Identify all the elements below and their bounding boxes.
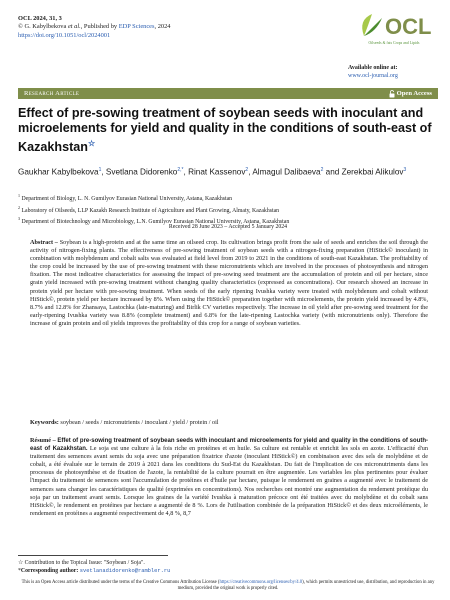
ocl-logo (352, 10, 436, 45)
affiliation-text: Department of Biology, L. N. Gumilyov Eurasian National University, Astana, Kazakhstan (20, 195, 233, 202)
author-affiliation-sup[interactable]: 2 (320, 167, 324, 173)
topical-issue-footnote: ☆ Contribution to the Topical Issue: "Soybean / Soja". (18, 560, 145, 566)
affiliations (18, 192, 438, 227)
keywords-label: Keywords: (30, 419, 59, 426)
logo-caption: Oilseeds & fats Crops and Lipids (368, 41, 420, 45)
affiliation-number: 1 (18, 193, 20, 198)
title-footnote-star[interactable]: ☆ (88, 139, 96, 149)
affiliation-number: 2 (18, 204, 20, 210)
author-name: Rinat Kassenov (188, 167, 246, 177)
resume-label: Résumé – (30, 437, 56, 444)
resume (30, 437, 428, 518)
article-type: Research Article (24, 90, 80, 97)
footnotes (18, 559, 438, 575)
keywords (30, 419, 428, 427)
journal-line: OCL 2024, 31, 3 (18, 15, 62, 22)
license-notice: This is an Open Access article distributed under the terms of the Creative Commons Attribution License (https://creativecommons.org/licenses/by/4.0), which permits unrestricted use, distribution, and reproduction in any medium, provided the original work is properly cited. (21, 580, 435, 592)
author-affiliation-sup[interactable]: 3 (403, 167, 407, 173)
open-access-badge: Open Access (389, 88, 432, 99)
ocl-logo-icon (352, 10, 436, 40)
doi-link[interactable]: https://doi.org/10.1051/ocl/2024001 (18, 31, 111, 39)
logo-text: OCL (385, 14, 432, 39)
received-accepted: Received 28 June 2023 – Accepted 5 January 2024 (168, 224, 288, 230)
author-affiliation-sup[interactable]: 2 (245, 167, 249, 173)
article-type-band (18, 88, 438, 99)
resume-title: Effet of pre-sowing treatment of soybean seeds with inoculant and microelements for yield and quality in the conditions of south-east of Kazakhstan. (30, 438, 428, 453)
available-online-label: Available online at: (348, 65, 398, 71)
author-affiliation-sup[interactable]: 1 (98, 167, 102, 173)
abstract-label: Abstract – (30, 239, 58, 246)
journal-url-link[interactable]: www.ocl-journal.org (348, 73, 398, 79)
author-name: Gaukhar Kabylbekova (18, 167, 99, 177)
affiliation-item (18, 204, 438, 216)
author-separator: , (101, 167, 106, 177)
available-online (348, 64, 438, 80)
keywords-text: soybean / seeds / micronutrients / inoculant / yield / protein / oil (58, 419, 219, 426)
author-separator: , (183, 167, 189, 177)
affiliation-number: 3 (18, 216, 20, 222)
abstract-text: Soybean is a high-protein and at the same time an oilseed crop. Its cultivation brings profit from the sale of seeds and enriches the soil through the activity of nitrogen-fixing plants. The effectiveness of pre-sowing treatment of soybean seeds with a nitrogen-fixing preparation (HiStick© inoculant) in combination with molybdenum and cobalt salts was evaluated at field level from 2019 to 2021 in the conditions of south-east Kazakhstan. The profitability of the crop could be increased by the use of pre-sowing treatment with these micronutrients which are involved in the processes of photosynthesis and nitrogen fixation. The most indicative characteristics for assessing the impact of pre-sowing seed treatment are the accumulation of protein and oil per hectare, since grain yield increased with pre-sowing treatment without changing quality characteristics (expressed as concentrations). Our research showed an increase in protein yield per hectare with pre-sowing treatment. When seeds of the early ripening Ivushka variety were treated with molybdenum and cobalt without HiStick©, protein yield per hectare increased by 8%. When using the HiStick© preparation together with microelements, the protein yield increased by 4.8%, 8.7% and 12.8% for Zhansaya, Lastochka (late-maturing) and Birlik CV varieties respectively. The increase in oil yield after pre-sowing seed treatment for the early-ripening Ivushka variety was 8.8% (complete treatment) and 6.8% for the late-ripening Lastochka variety (with micronutrients only). Therefore the increase of grain protein and oil yields improves the profitability of this crop for a range of soybean varieties. (30, 239, 428, 327)
affiliation-item (18, 192, 438, 204)
footnote-divider (18, 555, 168, 556)
author-name: and Zerekbai Alikulov (325, 167, 404, 177)
publisher-link[interactable]: EDP Sciences (118, 23, 155, 31)
author-name: Svetlana Didorenko (105, 167, 178, 177)
license-link[interactable]: https://creativecommons.org/licenses/by/4.0 (219, 580, 303, 585)
copyright-line: © G. Kabylbekova et al., Published by EDP Sciences, 2024 (18, 23, 171, 31)
author-email-link[interactable]: svetlanadidorenko@rambler.ru (79, 568, 171, 574)
abstract (30, 239, 428, 328)
author-name: Almagul Dalibaeva (252, 167, 321, 177)
author-list (18, 165, 438, 178)
journal-header (18, 15, 171, 40)
author-affiliation-sup[interactable]: 2,* (177, 167, 184, 173)
corresponding-author-footnote: *Corresponding author: svetlanadidorenko@rambler.ru (18, 568, 171, 574)
affiliation-text: Department of Biotechnology and Microbiology, L.N. Gumilyov Eurasian National University, Astana, Kazakhstan (20, 218, 290, 225)
author-separator: , (248, 167, 253, 177)
article-title: Effect of pre-sowing treatment of soybean seeds with inoculant and microelements for yield and quality in the conditions of south-east of Kazakhstan☆ (18, 106, 432, 155)
affiliation-text: Laboratory of Oilseeds, LLP Kazakh Research Institute of Agriculture and Plant Growing, Almaty, Kazakhstan (20, 207, 280, 214)
resume-text: Le soja est une culture à la fois riche en protéines et en huile. Sa culture est rentable et enrichit les sols en azote. L'efficacité d'un traitement des semences avant semis du soja avec une préparation fixatrice d'azote (inoculant HiStick©) en combinaison avec des sels de molybdène et de cobalt, a été évaluée sur le terrain de 2019 à 2021 dans les conditions du Sud-Est du Kazakhstan. Du fait de l'implication de ces micronutriments dans les processus de photosynthèse et de fixation de l'azote, la rentabilité de la culture pourrait en être augmentée. Les variables les plus pertinentes pour évaluer l'impact du traitement de semences sont l'accumulation de protéines et d'huile par hectare, puisque le rendement en graines a augmenté avec le traitement de semences sans changer les caractéristiques de qualité (exprimées en concentrations). Nos recherches ont montré une augmentation du rendement protéique du soja par un traitement avant semis. Lorsque les graines de la variété Ivushka à maturation précoce ont été traitées avec du molybdène et du cobalt sans HiStick©, le rendement en protéines par hectare a augmenté de 8 %. Lors de l'utilisation combinée de la préparation HiStick© et des deux microéléments, le rendement en protéines a augmenté respectivement de 4,8 %, 8,7 (30, 445, 428, 517)
open-lock-icon (389, 90, 395, 98)
